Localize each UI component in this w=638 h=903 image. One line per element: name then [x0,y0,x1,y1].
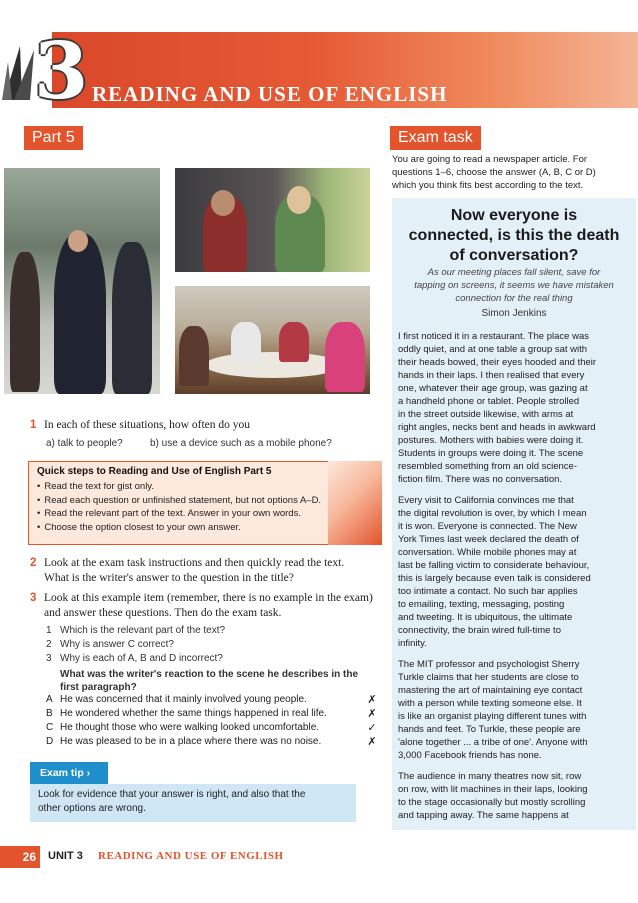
title-line: connected, is this the death [408,227,620,244]
exam-tip-label: Exam tip › [30,762,108,784]
subtitle-line: tapping on screens, it seems we have mistaken [414,280,614,291]
cross-icon: ✗ [367,736,377,748]
quick-steps-list [37,480,321,534]
question-2 [30,556,380,586]
list-item: • Choose the option closest to your own answer. [37,521,321,535]
text-line: it is won. Everyone is connected. The New [398,521,577,532]
option-row [46,707,378,721]
text-line: too intimate a contact. No such bar applies [398,586,578,597]
text-line: connectivity, the brain wired full-time to [398,625,561,636]
text-line: hands and feet. To Turkle, these people are [398,724,581,735]
option-text: He was concerned that it mainly involved young people. [60,694,307,705]
article-paragraph-4 [398,770,634,822]
option-row [46,721,378,735]
question-number: 3 [30,592,37,604]
title-line: Now everyone is [450,207,578,224]
text-line: 'alone together ... a tribe of one'. Anyone with [398,737,588,748]
exam-tip-line-2: other options are wrong. [38,803,146,814]
text-line: mastering the art of maintaining eye contact [398,685,583,696]
option-text: He was pleased to be in a place where there was no noise. [60,736,322,747]
cross-icon: ✗ [367,694,377,706]
exam-task-label: Exam task [390,126,481,150]
option-letter: C [46,722,54,733]
option-row [46,693,378,707]
text-line: their heads bowed, their eyes hooded and their [398,357,597,368]
unit-title: READING AND USE OF ENGLISH [92,82,448,106]
option-letter: B [46,708,53,719]
subquestion-text: Why is answer C correct? [60,639,174,650]
unit-number: 3 [34,32,89,108]
example-question-line-1: What was the writer's reaction to the scene he describes in the [60,669,359,680]
box-corner-decoration [328,461,382,545]
text-line: postures. Mothers with babies were doing it. [398,435,584,446]
question-3 [30,591,380,621]
question-text-line-2: What is the writer's answer to the question in the title? [44,572,294,584]
title-line: of conversation? [449,247,579,264]
check-icon: ✓ [367,722,377,734]
option-text: He wondered whether the same things happened in real life. [60,708,327,719]
article-author: Simon Jenkins [481,308,547,319]
article-paragraph-3 [398,658,634,762]
question-number: 2 [30,557,37,569]
unit-header [0,32,638,108]
article-title [398,206,630,266]
footer-unit-label: UNIT 3 [48,850,83,862]
part-label: Part 5 [24,126,83,150]
cross-icon: ✗ [367,708,377,720]
text-line: and tapping away. The same happens at [398,810,569,821]
text-line: hands in their laps. I then realised that every [398,370,585,381]
text-line: right angles, necks bent and heads in awkward [398,422,596,433]
exam-tip-line-1: Look for evidence that your answer is right, and also that the [38,789,306,800]
text-line: infinity. [398,638,427,649]
exam-instructions [392,153,628,192]
article-paragraph-1 [398,330,634,486]
text-line: on row, with lit machines in their laps, looking [398,784,588,795]
text-line: with a person while texting someone else. It [398,698,582,709]
option-text: He thought those who were walking looked uncomfortable. [60,722,320,733]
text-line: The MIT professor and psychologist Sherry [398,659,580,670]
photo-family-dinner [175,286,370,394]
subtitle-line: As our meeting places fall silent, save for [427,267,601,278]
text-line: conversation. While mobile phones may at [398,547,577,558]
photo-train-phones [175,168,370,272]
option-row [46,735,378,749]
article-paragraph-2 [398,494,634,650]
example-question-line-2: first paragraph? [60,682,137,693]
text-line: a handheld phone or tablet. People strolled [398,396,580,407]
text-line: to emailing, texting, messaging, posting [398,599,565,610]
quick-steps-box [28,461,382,545]
text-line: in the street outside likewise, with arms at [398,409,574,420]
subquestion-text: Why is each of A, B and D incorrect? [60,653,223,664]
quick-steps-title: Quick steps to Reading and Use of English Part 5 [37,466,272,477]
text-line: oddly quiet, and at one table a group sat with [398,344,588,355]
text-line: I first noticed it in a restaurant. The place was [398,331,589,342]
text-line: and tweeting. It is ubiquitous, the ultimate [398,612,573,623]
exam-tip-box [30,784,356,822]
exam-tip-text [38,788,350,816]
text-line: last be falling victim to considerate behaviour, [398,560,590,571]
example-options [46,693,378,749]
question-number: 1 [30,419,37,431]
question-1b: b) use a device such as a mobile phone? [150,438,332,449]
option-letter: A [46,694,53,705]
article-subtitle [406,266,622,305]
text-line: to the stage occasionally but mostly scrolling [398,797,586,808]
photo-street-phones [4,168,160,394]
list-item: • Read the relevant part of the text. Answer in your own words. [37,507,321,521]
question-text-line-2: and answer these questions. Then do the exam task. [44,607,282,619]
option-letter: D [46,736,54,747]
footer-unit-name: READING AND USE OF ENGLISH [98,850,284,862]
page-footer [0,846,638,868]
instruction-line: You are going to read a newspaper article. For [392,154,588,165]
text-line: the digital revolution is over, by which I mean [398,508,587,519]
list-item: • Read the text for gist only. [37,480,321,494]
text-line: York Times last week declared the death of [398,534,579,545]
question-text-line-1: Look at the exam task instructions and then quickly read the text. [44,557,345,569]
text-line: 3,000 Facebook friends has none. [398,750,542,761]
subquestion-number: 2 [46,639,52,650]
text-line: Students in groups were doing it. The scene [398,448,584,459]
page-number: 26 [0,846,40,868]
newspaper-article [392,198,636,830]
subquestion-number: 1 [46,625,52,636]
text-line: Turkle claims that her students are close to [398,672,579,683]
subtitle-line: connection for the real thing [455,293,573,304]
text-line: this is largely because even talk is considered [398,573,591,584]
text-line: The audience in many theatres now sit, row [398,771,582,782]
instruction-line: which you think fits best according to the text. [392,180,584,191]
text-line: fiction film. There was no conversation. [398,474,563,485]
text-line: Every visit to California convinces me that [398,495,574,506]
text-line: resembled something from an old science- [398,461,578,472]
subquestion-number: 3 [46,653,52,664]
text-line: is like an organist playing different tunes with [398,711,587,722]
text-line: one, whatever their age group, was gazing at [398,383,588,394]
subquestion-text: Which is the relevant part of the text? [60,625,226,636]
question-1 [30,418,370,434]
instruction-line: questions 1–6, choose the answer (A, B, C or D) [392,167,596,178]
question-text: In each of these situations, how often do you [44,419,250,431]
question-text-line-1: Look at this example item (remember, there is no example in the exam) [44,592,373,604]
question-1a: a) talk to people? [46,438,123,449]
list-item: • Read each question or unfinished statement, but not options A–D. [37,494,321,508]
